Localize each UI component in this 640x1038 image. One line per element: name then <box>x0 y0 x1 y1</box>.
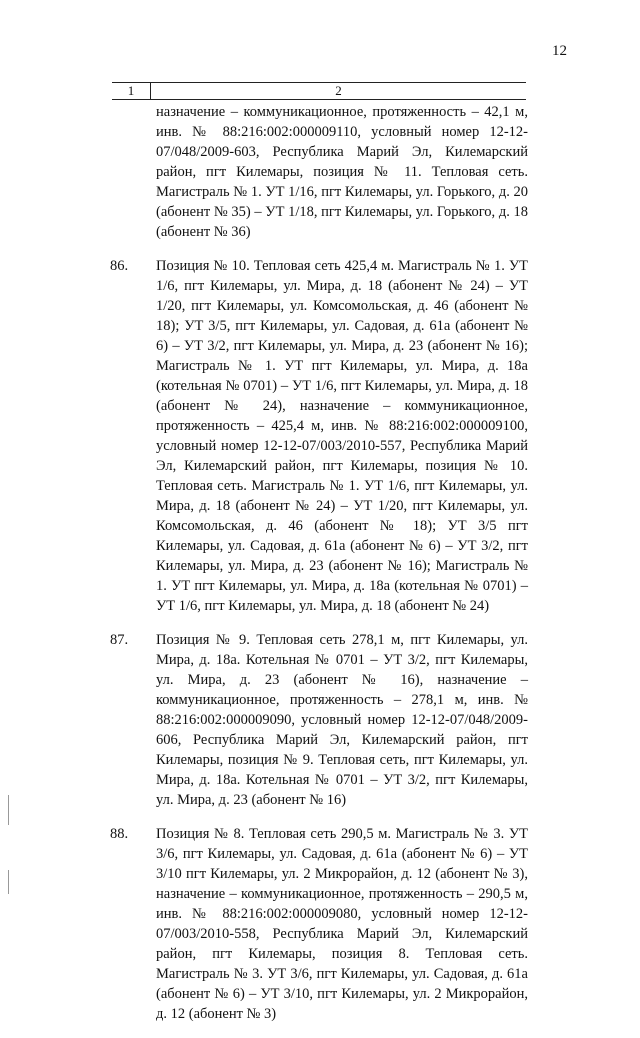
margin-scan-mark <box>8 795 9 825</box>
entry-text: Позиция № 8. Тепловая сеть 290,5 м. Магистраль № 3. УТ 3/6, пгт Килемары, ул. Садовая, д. 61а (абонент № 6) – УТ 3/10 пгт Килемары, ул. 2 Микрорайон, д. 12 (абонент № 3), назначение – коммуникационное, протяженность – 290,5 м, инв. № 88:216:002:000009080, условный номер 12-12-07/003/2010-558, Республика Марий Эл, Килемарский район, пгт Килемары, позиция 8. Тепловая сеть. Магистраль № 3. УТ 3/6, пгт Килемары, ул. Садовая, д. 61а (абонент № 6) – УТ 3/10, пгт Килемары, ул. 2 Микрорайон, д. 12 (абонент № 3) <box>156 826 528 1022</box>
table-column-header <box>112 82 526 100</box>
continued-entry <box>110 102 528 242</box>
list-item <box>110 256 528 616</box>
page-number: 12 <box>552 43 567 59</box>
list-item <box>110 824 528 1024</box>
column-1-header: 1 <box>112 83 151 99</box>
column-2-header: 2 <box>335 83 342 98</box>
entry-number: 88. <box>110 826 129 842</box>
document-body <box>110 102 528 1038</box>
entry-number: 87. <box>110 632 129 648</box>
entry-number <box>110 102 156 242</box>
entry-text: назначение – коммуникационное, протяженность – 42,1 м, инв. № 88:216:002:000009110, условный номер 12-12-07/048/2009-603, Республика Марий Эл, Килемарский район, пгт Килемары, позиция № 11. Тепловая сеть. Магистраль № 1. УТ 1/16, пгт Килемары, ул. Горького, д. 20 (абонент № 35) – УТ 1/18, пгт Килемары, ул. Горького, д. 18 (абонент № 36) <box>156 104 528 240</box>
margin-scan-mark <box>8 870 9 894</box>
entry-text: Позиция № 9. Тепловая сеть 278,1 м, пгт Килемары, ул. Мира, д. 18а. Котельная № 0701 – УТ 3/2, пгт Килемары, ул. Мира, д. 23 (абонент № 16), назначение – коммуникационное, протяженность – 278,1 м, инв. № 88:216:002:000009090, условный номер 12-12-07/048/2009-606, Республика Марий Эл, Килемарский район, пгт Килемары, позиция № 9. Тепловая сеть, пгт Килемары, ул. Мира, д. 18а. Котельная № 0701 – УТ 3/2, пгт Килемары, ул. Мира, д. 23 (абонент № 16) <box>156 632 528 808</box>
entry-text: Позиция № 10. Тепловая сеть 425,4 м. Магистраль № 1. УТ 1/6, пгт Килемары, ул. Мира, д. 18 (абонент № 24) – УТ 1/20, пгт Килемары, ул. Комсомольская, д. 46 (абонент № 18); УТ 3/5, пгт Килемары, ул. Садовая, д. 61а (абонент № 6) – УТ 3/2, пгт Килемары, ул. Мира, д. 23 (абонент № 16); Магистраль № 1. УТ пгт Килемары, ул. Мира, д. 18а (котельная № 0701) – УТ 1/6, пгт Килемары, ул. Мира, д. 18 (абонент № 24), назначение – коммуникационное, протяженность – 425,4 м, инв. № 88:216:002:000009100, условный номер 12-12-07/003/2010-557, Республика Марий Эл, Килемарский район, пгт Килемары, позиция № 10. Тепловая сеть. Магистраль № 1. УТ 1/6, пгт Килемары, ул. Мира, д. 18 (абонент № 24) – УТ 1/20, пгт Килемары, ул. Комсомольская, д. 46 (абонент № 18); УТ 3/5 пгт Килемары, ул. Садовая, д. 61а (абонент № 6) – УТ 3/2, пгт Килемары, ул. Мира, д. 23 (абонент № 16); Магистраль № 1. УТ пгт Килемары, ул. Мира, д. 18а (котельная № 0701) – УТ 1/6, пгт Килемары, ул. Мира, д. 18 (абонент № 24) <box>156 258 528 614</box>
entry-number: 86. <box>110 258 129 274</box>
list-item <box>110 630 528 810</box>
